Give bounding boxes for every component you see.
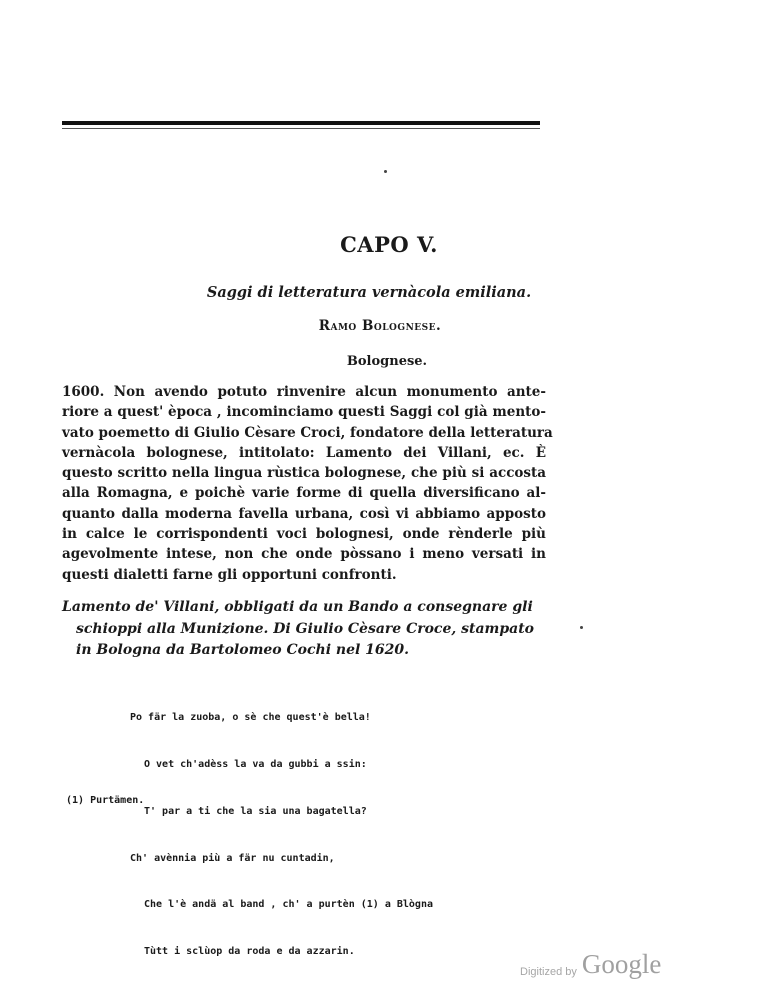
- digitized-watermark: [520, 951, 661, 978]
- body-paragraph: [62, 382, 553, 585]
- section-branch: Ramo Bolognese.: [318, 318, 442, 334]
- body-line: quanto dalla moderna favella urbana, così vi abbiamo apposto: [62, 505, 546, 522]
- body-line: riore a quest' època , incominciamo questi Saggi col già mento-: [62, 404, 546, 421]
- header-rule: [62, 121, 540, 125]
- chapter-title: CAPO V.: [340, 232, 438, 257]
- body-line: alla Romagna, e poichè varie forme di quella diversificano al-: [62, 485, 546, 502]
- body-line: questi dialetti farne gli opportuni confronti.: [62, 566, 397, 583]
- poem-line: Che l'è andä al band , ch' a purtèn (1) a Blògna: [144, 899, 433, 911]
- poem-line: Tùtt i sclùop da roda e da azzarin.: [144, 946, 355, 958]
- poem-heading-line: schioppi alla Munizione. Di Giulio Cèsare Croce, stampato: [76, 620, 535, 637]
- watermark-prefix: Digitized by: [520, 966, 577, 978]
- google-logo: Google: [581, 949, 662, 979]
- footnote: (1) Purtämen.: [66, 795, 145, 806]
- poem-line: T' par a ti che la sia una bagatella?: [144, 805, 367, 817]
- print-speck: [384, 170, 387, 173]
- poem-line: Po fär la zuoba, o sè che quest'è bella!: [130, 712, 371, 724]
- section-dialect: Bolognese.: [346, 354, 428, 369]
- body-line: vato poemetto di Giulio Cèsare Croci, fondatore della letteratura: [62, 424, 553, 441]
- poem-stanza: [130, 679, 530, 975]
- poem-heading: [62, 597, 552, 662]
- poem-heading-line: in Bologna da Bartolomeo Cochi nel 1620.: [76, 642, 410, 658]
- body-line: agevolmente intese, non che onde pòssano i meno versati in: [62, 546, 546, 563]
- poem-heading-line: Lamento de' Villani, obbligati da un Bando a consegnare gli: [62, 599, 533, 615]
- poem-line: Ch' avènnia più a fär nu cuntadin,: [130, 852, 335, 864]
- body-line: vernàcola bolognese, intitolato: Lamento dei Villani, ec. È: [62, 444, 546, 461]
- poem-line: O vet ch'adèss la va da gubbi a ssin:: [144, 758, 367, 770]
- body-line: in calce le corrispondenti voci bolognesi, onde rènderle più: [62, 526, 546, 543]
- header-rule-thin: [62, 128, 540, 129]
- body-line: questo scritto nella lingua rùstica bolognese, che più si accosta: [62, 465, 546, 482]
- body-line: 1600. Non avendo potuto rinvenire alcun monumento ante-: [62, 384, 546, 400]
- print-speck: [580, 626, 583, 629]
- chapter-subtitle: Saggi di letteratura vernàcola emiliana.: [206, 284, 532, 301]
